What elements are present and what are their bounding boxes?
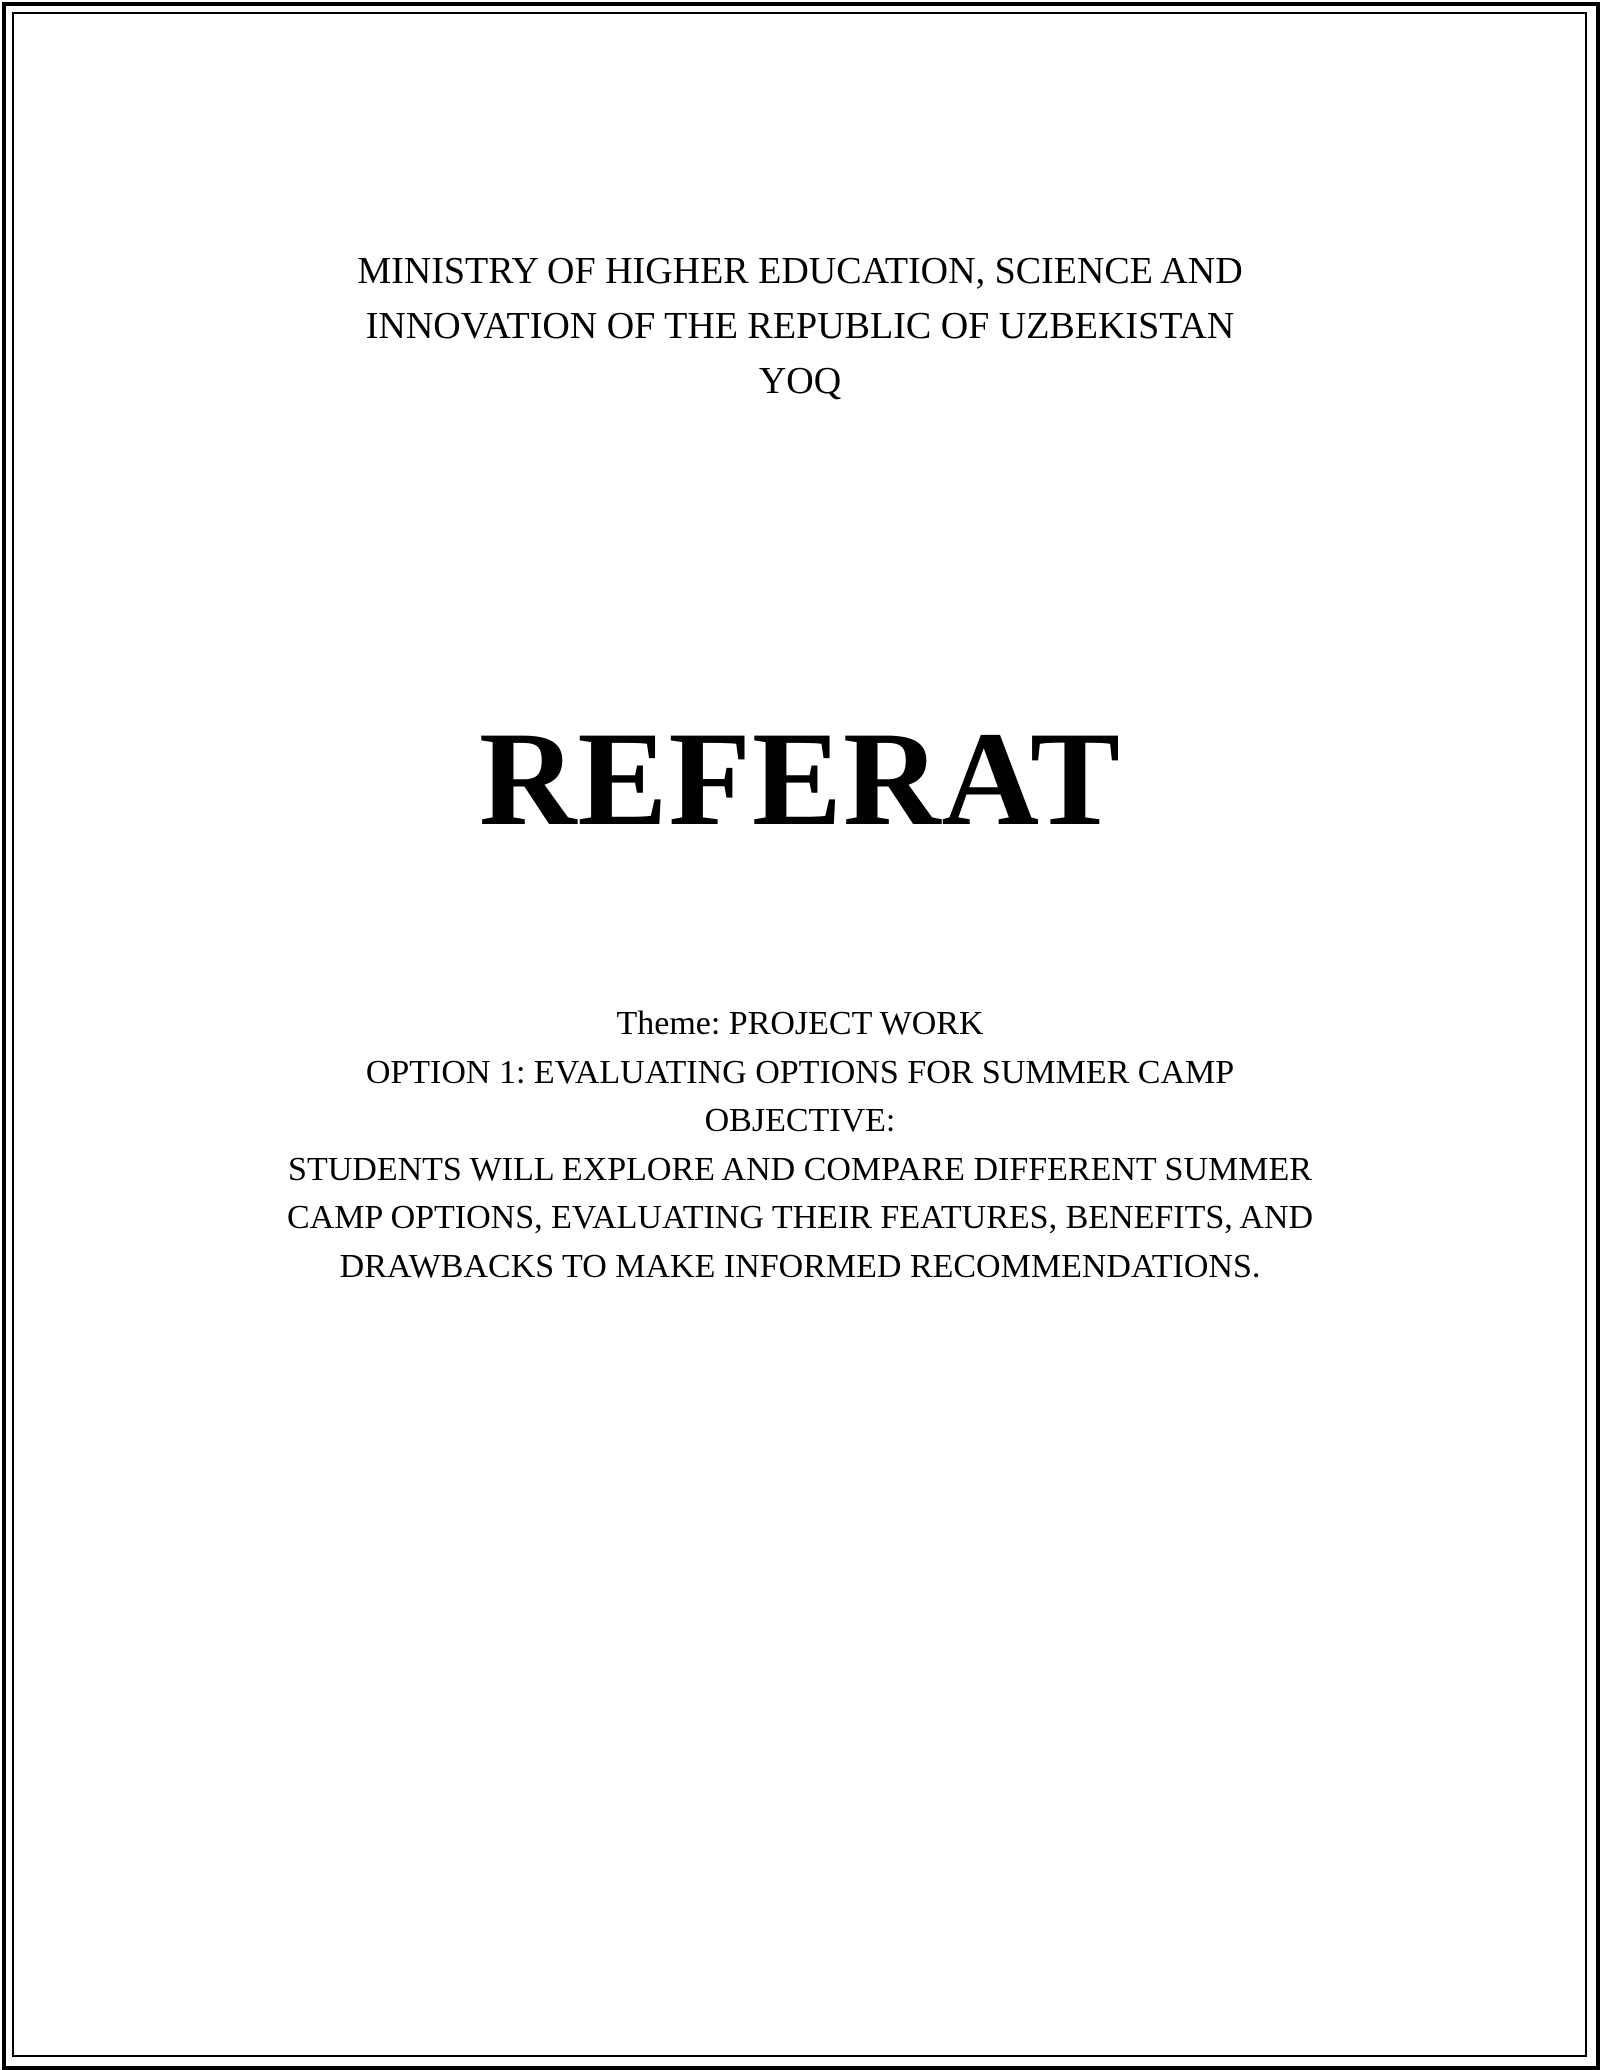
- theme-line: Theme: PROJECT WORK: [616, 1005, 984, 1042]
- ministry-header: [0, 244, 1600, 409]
- option-line: OPTION 1: EVALUATING OPTIONS FOR SUMMER CAMP: [365, 1053, 1235, 1091]
- ministry-line-3: YOQ: [758, 360, 842, 402]
- document-title: REFERAT: [478, 705, 1122, 854]
- objective-line-3: DRAWBACKS TO MAKE INFORMED RECOMMENDATIONS.: [339, 1247, 1261, 1285]
- objective-line-1: STUDENTS WILL EXPLORE AND COMPARE DIFFERENT SUMMER: [288, 1150, 1312, 1188]
- theme-section: [0, 1000, 1600, 1291]
- ministry-line-1: MINISTRY OF HIGHER EDUCATION, SCIENCE AND: [357, 250, 1243, 292]
- objective-label: OBJECTIVE:: [704, 1102, 896, 1139]
- objective-line-2: CAMP OPTIONS, EVALUATING THEIR FEATURES, BENEFITS, AND: [286, 1199, 1314, 1236]
- ministry-line-2: INNOVATION OF THE REPUBLIC OF UZBEKISTAN: [365, 305, 1235, 347]
